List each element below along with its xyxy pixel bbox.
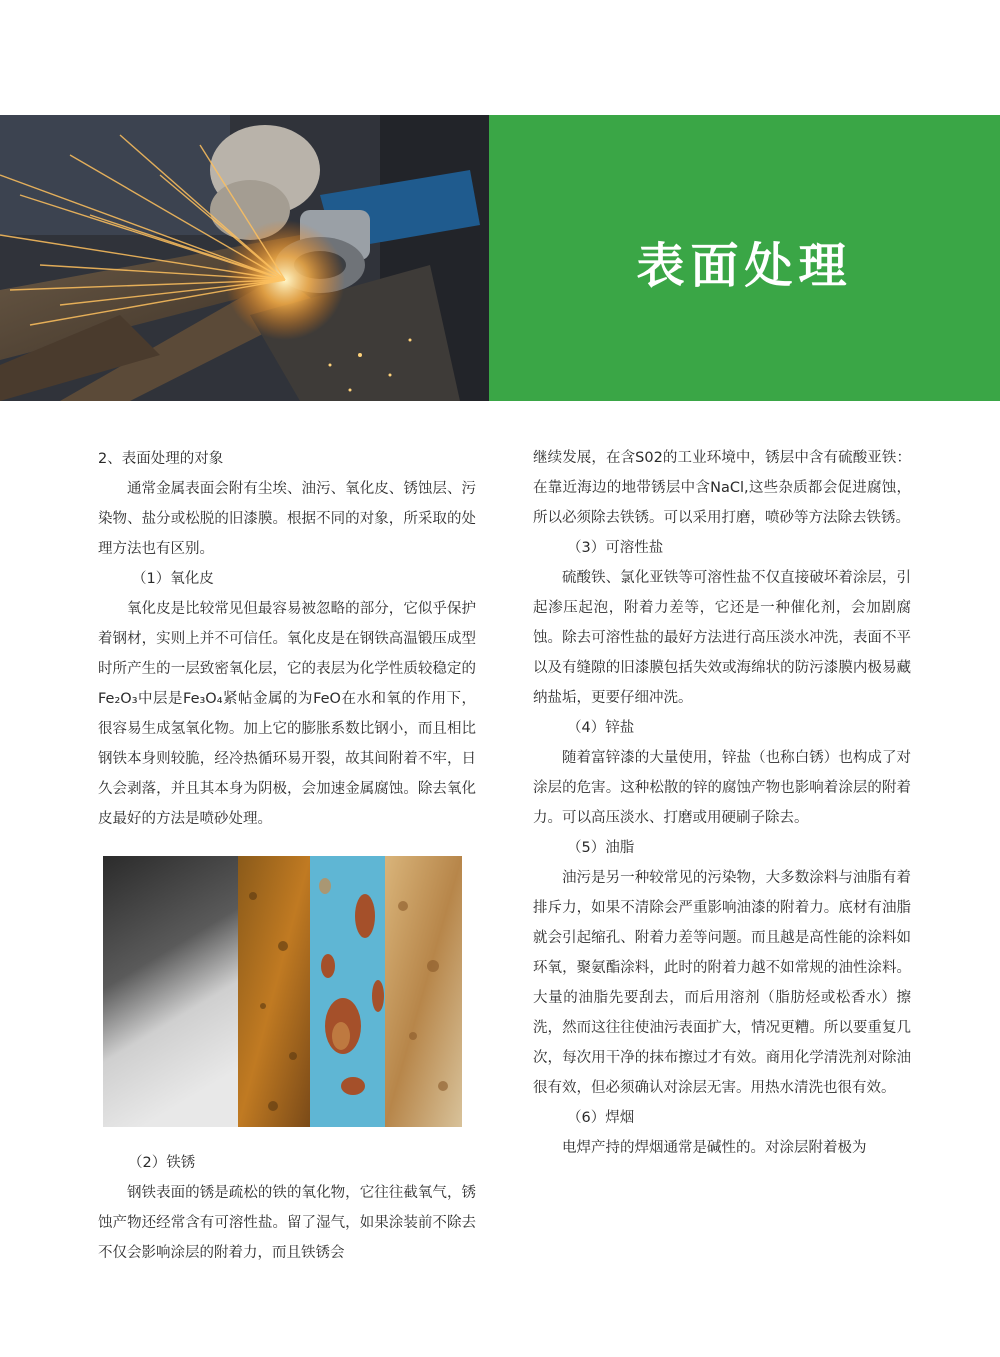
- paragraph-soluble-salts: 硫酸铁、氯化亚铁等可溶性盐不仅直接破坏着涂层，引起渗压起泡，附着力差等，它还是一种催化剂，会加剧腐蚀。除去可溶性盐的最好方法进行高压淡水冲洗，表面不平以及有缝隙的旧漆膜包括失效或海绵状的防污漆膜内极易藏纳盐垢，更要仔细冲洗。: [533, 570, 911, 706]
- paragraph-rust: 钢铁表面的锈是疏松的铁的氧化物，它往往截氧气，锈蚀产物还经常含有可溶性盐。留了湿气，如果涂装前不除去不仅会影响涂层的附着力，而且铁锈会: [98, 1185, 476, 1261]
- paragraph-rust-continued: 继续发展，在含S02的工业环境中，锈层中含有硫酸亚铁：在靠近海边的地带锈层中含NaCl,这些杂质都会促进腐蚀，所以必须除去铁锈。可以采用打磨，喷砂等方法除去铁锈。: [533, 450, 911, 526]
- rust-samples-photo: [103, 856, 462, 1127]
- title-panel: [489, 115, 1000, 401]
- subheading-soluble-salts: （3）可溶性盐: [567, 540, 664, 556]
- right-column: [533, 443, 911, 1163]
- subheading-welding-fumes: （6）焊烟: [567, 1110, 635, 1126]
- subheading-zinc-salts: （4）锌盐: [567, 720, 635, 736]
- left-column: [98, 444, 476, 834]
- paragraph-welding-fumes: 电焊产持的焊烟通常是碱性的。对涂层附着极为: [562, 1140, 867, 1156]
- subheading-grease: （5）油脂: [567, 840, 635, 856]
- left-column-continued: [98, 1148, 476, 1268]
- header-banner: [0, 115, 1000, 401]
- section-heading: 2、表面处理的对象: [98, 451, 224, 467]
- page-title: 表面处理: [636, 238, 853, 294]
- paragraph-intro: 通常金属表面会附有尘埃、油污、氧化皮、锈蚀层、污染物、盐分或松脱的旧漆膜。根据不同的对象，所采取的处理方法也有区别。: [98, 481, 476, 557]
- paragraph-grease: 油污是另一种较常见的污染物，大多数涂料与油脂有着排斥力，如果不清除会严重影响油漆的附着力。底材有油脂就会引起缩孔、附着力差等问题。而且越是高性能的涂料如环氧，聚氨酯涂料，此时的附着力越不如常规的油性涂料。大量的油脂先要刮去，而后用溶剂（脂肪烃或松香水）擦洗，然而这往往使油污表面扩大，情况更糟。所以要重复几次，每次用干净的抹布擦过才有效。商用化学清洗剂对除油很有效，但必须确认对涂层无害。用热水清洗也很有效。: [533, 870, 911, 1096]
- paragraph-zinc-salts: 随着富锌漆的大量使用，锌盐（也称白锈）也构成了对涂层的危害。这种松散的锌的腐蚀产物也影响着涂层的附着力。可以高压淡水、打磨或用硬刷子除去。: [533, 750, 911, 826]
- subheading-oxide-scale: （1）氧化皮: [132, 571, 214, 587]
- paragraph-oxide-scale: 氧化皮是比较常见但最容易被忽略的部分，它似乎保护着钢材，实则上并不可信任。氧化皮是在钢铁高温锻压成型时所产生的一层致密氧化层，它的表层为化学性质较稳定的Fe₂O₃中层是Fe₃O₄紧帖金属的为FeO在水和氧的作用下，很容易生成氢氧化物。加上它的膨胀系数比钢小，而且相比钢铁本身则较脆，经冷热循环易开裂，故其间附着不牢，日久会剥落，并且其本身为阴极，会加速金属腐蚀。除去氧化皮最好的方法是喷砂处理。: [98, 601, 476, 827]
- grinder-sparks-photo: [0, 115, 489, 401]
- subheading-rust: （2）铁锈: [128, 1155, 196, 1171]
